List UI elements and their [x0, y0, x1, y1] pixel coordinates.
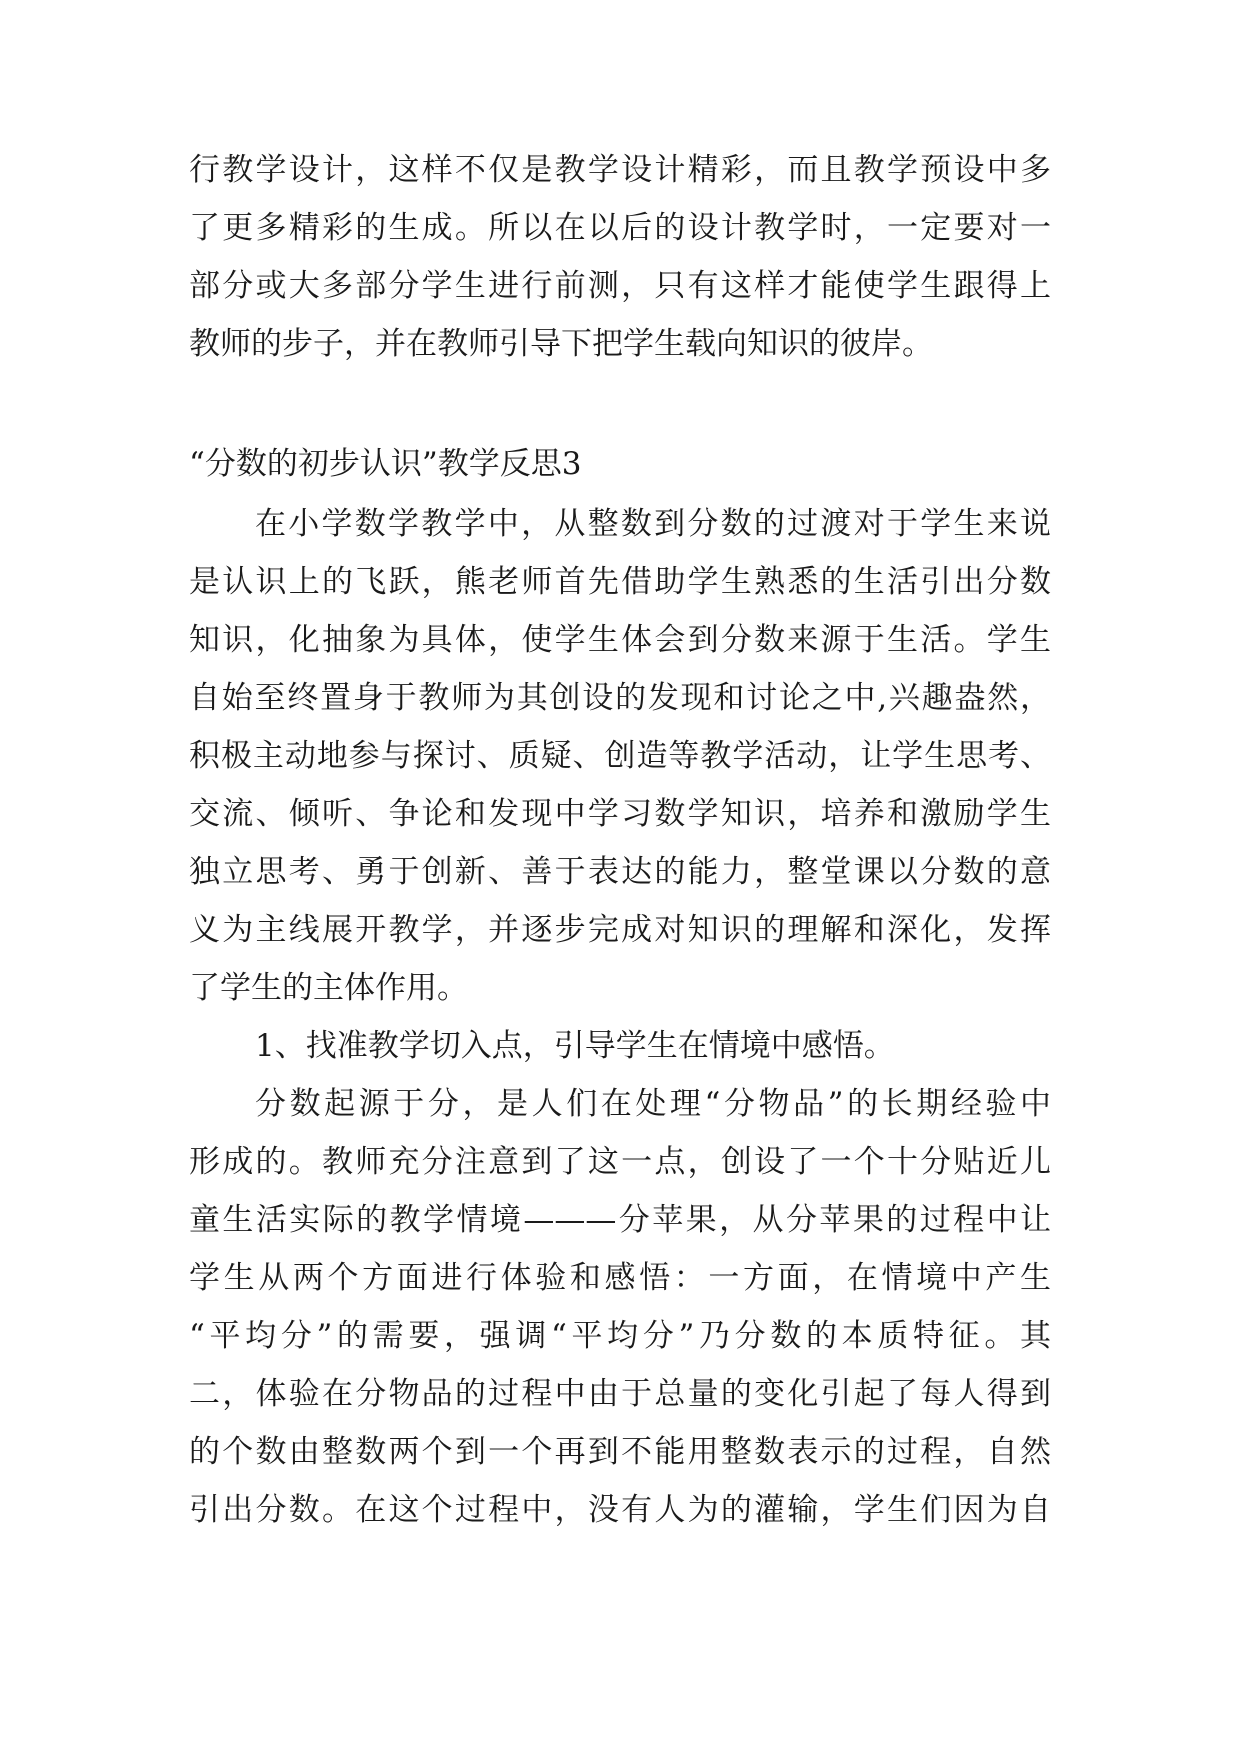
paragraph-line: 行教学设计，这样不仅是教学设计精彩，而且教学预设中多: [189, 152, 1051, 188]
paragraph-line: 交流、倾听、争论和发现中学习数学知识，培养和激励学生: [189, 796, 1051, 832]
paragraph-line: 引出分数。在这个过程中，没有人为的灌输，学生们因为自: [189, 1492, 1051, 1528]
paragraph-line: 积极主动地参与探讨、质疑、创造等教学活动，让学生思考、: [189, 738, 1051, 774]
paragraph-line: 的个数由整数两个到一个再到不能用整数表示的过程，自然: [189, 1434, 1051, 1470]
paragraph-line: 了更多精彩的生成。所以在以后的设计教学时，一定要对一: [189, 210, 1051, 246]
point-heading: 1、找准教学切入点，引导学生在情境中感悟。: [255, 1028, 895, 1064]
paragraph-line: 自始至终置身于教师为其创设的发现和讨论之中,兴趣盎然，: [189, 680, 1051, 716]
paragraph-line: 义为主线展开教学，并逐步完成对知识的理解和深化，发挥: [189, 912, 1051, 948]
paragraph-line: 在小学数学教学中，从整数到分数的过渡对于学生来说: [255, 506, 1051, 542]
paragraph-line: “平均分”的需要，强调“平均分”乃分数的本质特征。其: [189, 1318, 1051, 1354]
paragraph-line: 是认识上的飞跃，熊老师首先借助学生熟悉的生活引出分数: [189, 564, 1051, 600]
paragraph-line: 部分或大多部分学生进行前测，只有这样才能使学生跟得上: [189, 268, 1051, 304]
paragraph-line: 形成的。教师充分注意到了这一点，创设了一个十分贴近儿: [189, 1144, 1051, 1180]
paragraph-line: 学生从两个方面进行体验和感悟：一方面，在情境中产生: [189, 1260, 1051, 1296]
paragraph-line: 分数起源于分，是人们在处理“分物品”的长期经验中: [255, 1086, 1051, 1122]
paragraph-line: 童生活实际的教学情境———分苹果，从分苹果的过程中让: [189, 1202, 1051, 1238]
paragraph-line: 知识，化抽象为具体，使学生体会到分数来源于生活。学生: [189, 622, 1051, 658]
paragraph-line: 二，体验在分物品的过程中由于总量的变化引起了每人得到: [189, 1376, 1051, 1412]
paragraph-line: 教师的步子，并在教师引导下把学生载向知识的彼岸。: [189, 326, 933, 362]
paragraph-line: 独立思考、勇于创新、善于表达的能力，整堂课以分数的意: [189, 854, 1051, 890]
section-heading: “分数的初步认识”教学反思3: [189, 446, 582, 482]
paragraph-line: 了学生的主体作用。: [189, 970, 468, 1006]
